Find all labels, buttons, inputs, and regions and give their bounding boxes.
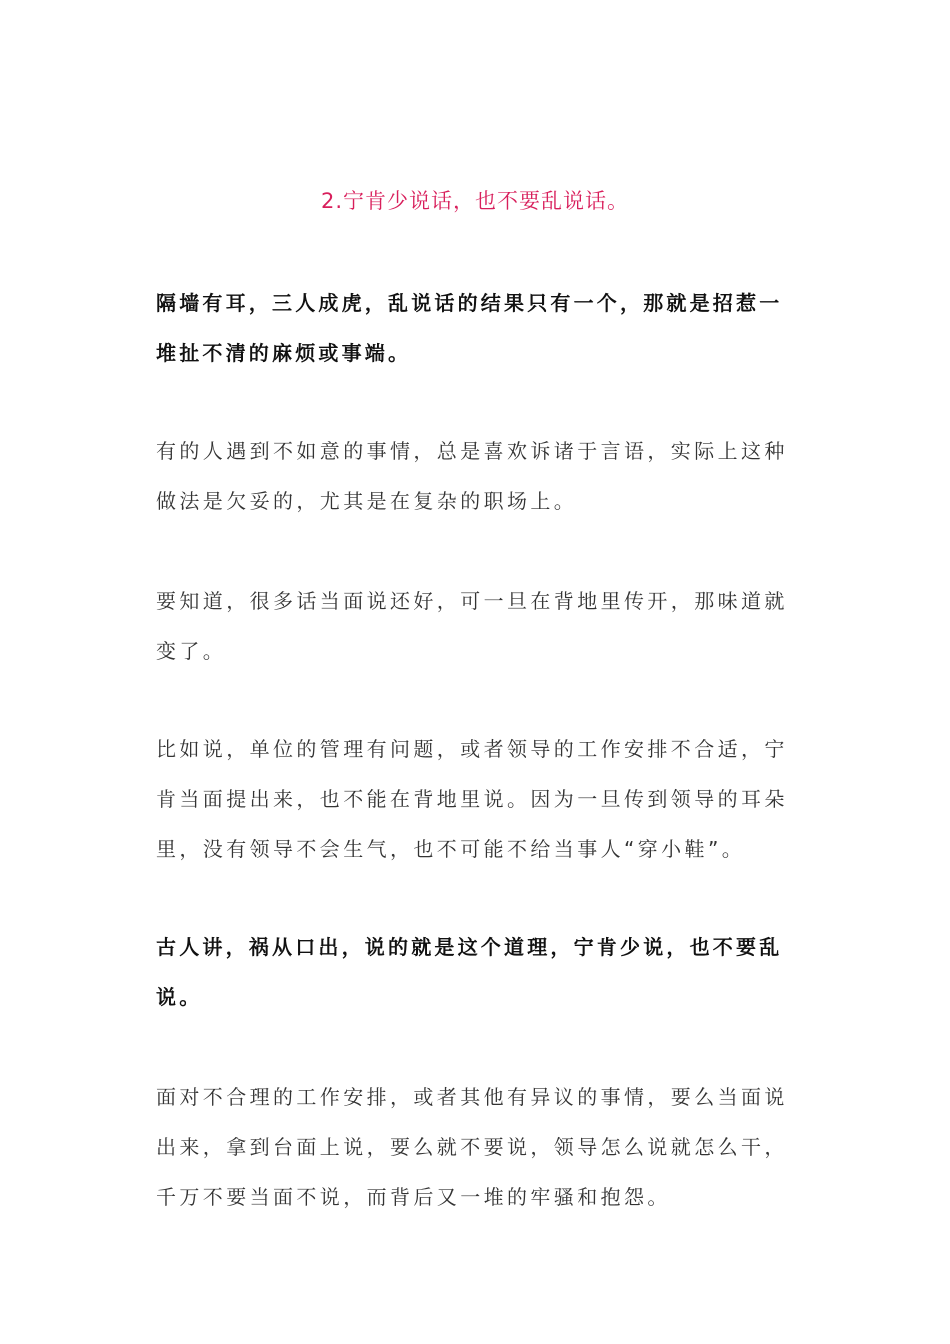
paragraph-line: 堆扯不清的麻烦或事端。 (156, 341, 412, 365)
paragraph-line: 比如说，单位的管理有问题，或者领导的工作安排不合适，宁 (156, 737, 788, 761)
paragraph-3 (156, 576, 796, 676)
section-heading: 2.宁肯少说话，也不要乱说话。 (320, 189, 630, 213)
paragraph-line: 要知道，很多话当面说还好，可一旦在背地里传开，那味道就 (156, 589, 788, 613)
paragraph-line: 面对不合理的工作安排，或者其他有异议的事情，要么当面说 (156, 1085, 788, 1109)
paragraph-5 (156, 922, 796, 1022)
paragraph-line: 肯当面提出来，也不能在背地里说。因为一旦传到领导的耳朵 (156, 787, 788, 811)
paragraph-line: 有的人遇到不如意的事情，总是喜欢诉诸于言语，实际上这种 (156, 439, 788, 463)
paragraph-4 (156, 724, 796, 874)
paragraph-6 (156, 1072, 796, 1222)
paragraph-line: 出来，拿到台面上说，要么就不要说，领导怎么说就怎么干， (156, 1135, 788, 1159)
paragraph-2 (156, 426, 796, 526)
paragraph-line: 里，没有领导不会生气，也不可能不给当事人“穿小鞋”。 (156, 837, 746, 861)
paragraph-line: 古人讲，祸从口出，说的就是这个道理，宁肯少说，也不要乱 (156, 935, 783, 959)
paragraph-line: 变了。 (156, 639, 227, 663)
paragraph-line: 千万不要当面不说，而背后又一堆的牢骚和抱怨。 (156, 1185, 671, 1209)
paragraph-line: 做法是欠妥的，尤其是在复杂的职场上。 (156, 489, 578, 513)
paragraph-line: 隔墙有耳，三人成虎，乱说话的结果只有一个，那就是招惹一 (156, 291, 783, 315)
paragraph-line: 说。 (156, 985, 203, 1009)
paragraph-1 (156, 278, 796, 378)
